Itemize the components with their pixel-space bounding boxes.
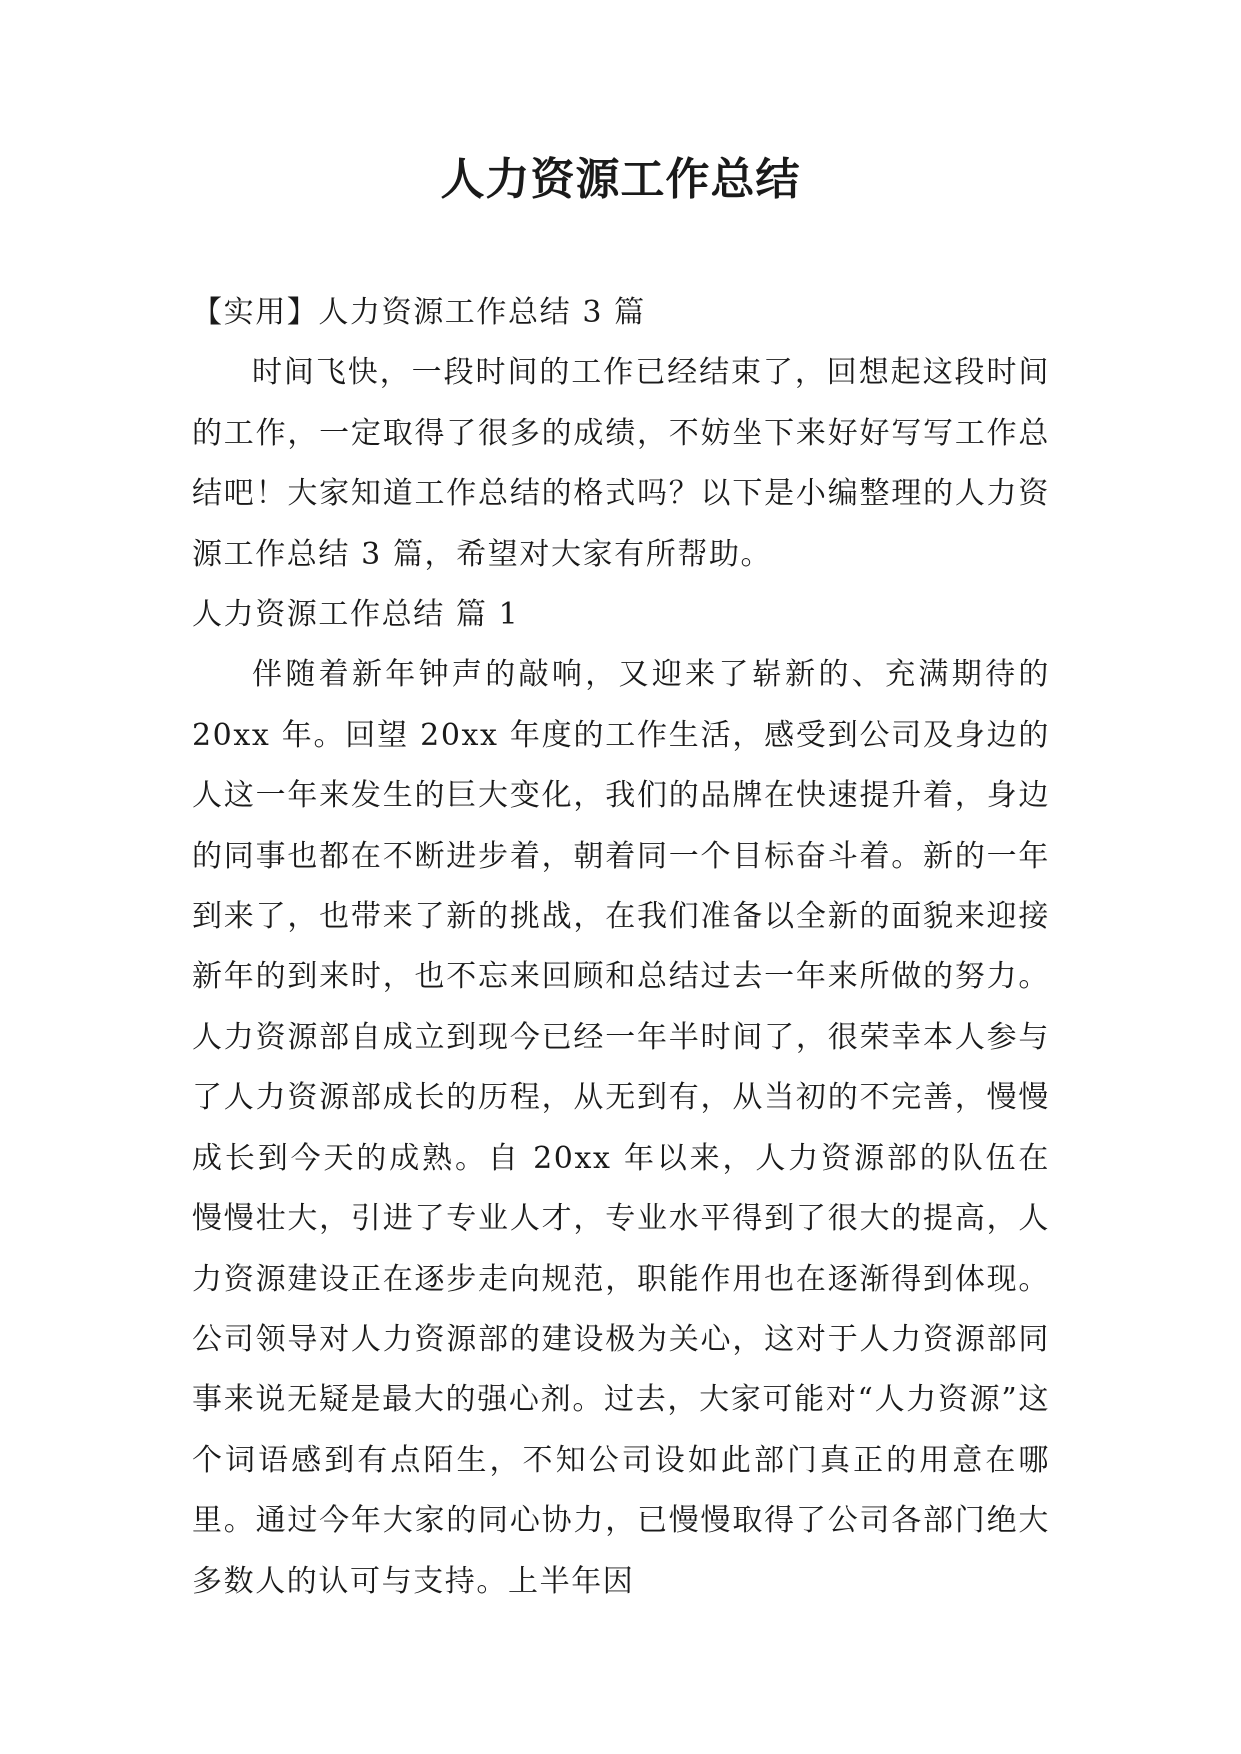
document-subtitle: 【实用】人力资源工作总结 3 篇: [192, 295, 646, 330]
document-body: [192, 283, 1050, 1612]
document-title: 人力资源工作总结: [440, 154, 801, 205]
section-paragraph: 伴随着新年钟声的敲响，又迎来了崭新的、充满期待的 20xx 年。回望 20xx 年度的工作生活，感受到公司及身边的人这一年来发生的巨大变化，我们的品牌在快速提升着，身边的同事也都在不断进步着，朝着同一个目标奋斗着。新的一年到来了，也带来了新的挑战，在我们准备以全新的面貌来迎接新年的到来时，也不忘来回顾和总结过去一年来所做的努力。人力资源部自成立到现今已经一年半时间了，很荣幸本人参与了人力资源部成长的历程，从无到有，从当初的不完善，慢慢成长到今天的成熟。自 20xx 年以来，人力资源部的队伍在慢慢壮大，引进了专业人才，专业水平得到了很大的提高，人力资源建设正在逐步走向规范，职能作用也在逐渐得到体现。公司领导对人力资源部的建设极为关心，这对于人力资源部同事来说无疑是最大的强心剂。过去，大家可能对“人力资源”这个词语感到有点陌生，不知公司设如此部门真正的用意在哪里。通过今年大家的同心协力，已慢慢取得了公司各部门绝大多数人的认可与支持。上半年因: [192, 657, 1050, 1599]
intro-paragraph: 时间飞快，一段时间的工作已经结束了，回想起这段时间的工作，一定取得了很多的成绩，不妨坐下来好好写写工作总结吧！大家知道工作总结的格式吗？以下是小编整理的人力资源工作总结 3 篇，希望对大家有所帮助。: [192, 355, 1050, 572]
section-heading: 人力资源工作总结 篇 1: [192, 597, 520, 633]
